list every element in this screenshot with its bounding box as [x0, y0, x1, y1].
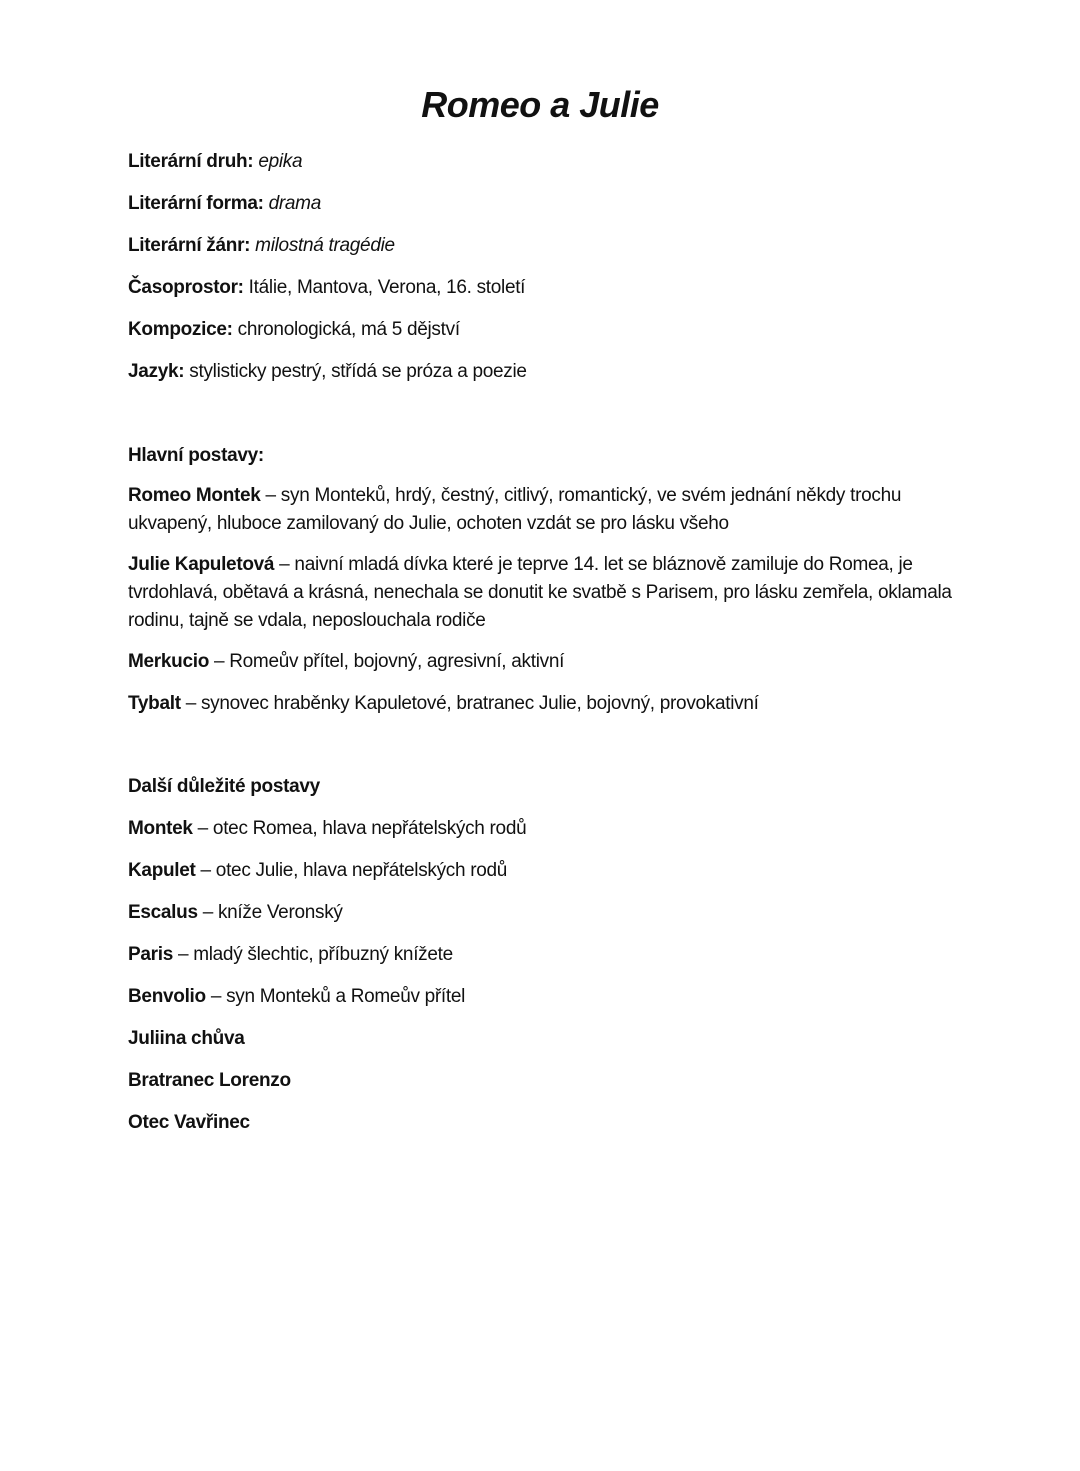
- character-tybalt: [128, 690, 958, 718]
- page-title: Romeo a Julie: [421, 84, 659, 125]
- character-name: Paris: [128, 944, 173, 965]
- character-description: – otec Julie, hlava nepřátelských rodů: [195, 860, 508, 881]
- info-label: Jazyk:: [128, 361, 185, 382]
- character-description: – syn Monteků a Romeův přítel: [205, 986, 466, 1007]
- info-label: Literární žánr:: [128, 235, 251, 256]
- info-label: Literární forma:: [128, 193, 264, 214]
- info-composition: [128, 316, 958, 344]
- character-lorenzo: Bratranec Lorenzo: [128, 1070, 291, 1091]
- info-literary-genre: [128, 232, 958, 260]
- character-nurse: Juliina chůva: [128, 1028, 245, 1049]
- character-name: Romeo Montek: [128, 485, 261, 506]
- document-body: [128, 148, 958, 1137]
- character-paris: [128, 941, 958, 969]
- other-characters-heading: Další důležité postavy: [128, 776, 320, 797]
- info-label: Časoprostor:: [128, 277, 244, 298]
- character-benvolio: [128, 983, 958, 1011]
- character-name: Kapulet: [128, 860, 196, 881]
- character-merkucio: [128, 648, 958, 676]
- character-name: Julie Kapuletová: [128, 554, 275, 575]
- character-name: Merkucio: [128, 651, 210, 672]
- character-julie: [128, 551, 958, 635]
- info-value: stylisticky pestrý, střídá se próza a poezie: [184, 361, 527, 382]
- info-literary-form: [128, 190, 958, 218]
- character-romeo: [128, 482, 958, 538]
- character-description: – kníže Veronský: [197, 902, 343, 923]
- character-description: – otec Romea, hlava nepřátelských rodů: [192, 818, 527, 839]
- character-escalus: [128, 899, 958, 927]
- info-label: Kompozice:: [128, 319, 233, 340]
- info-time-space: [128, 274, 958, 302]
- character-name: Escalus: [128, 902, 198, 923]
- info-value: milostná tragédie: [250, 235, 395, 256]
- character-description: – naivní mladá dívka které je teprve 14. let se bláznově zamiluje do Romea, je tvrdohlavá, obětavá a krásná, nenechala se donutit ke svatbě s Parisem, pro lásku zemřela, oklamala rodinu, tajně se vdala, neposlouchala rodiče: [128, 554, 952, 631]
- main-characters-heading: Hlavní postavy:: [128, 445, 264, 466]
- character-name: Benvolio: [128, 986, 206, 1007]
- info-value: drama: [263, 193, 321, 214]
- character-description: – Romeův přítel, bojovný, agresivní, aktivní: [209, 651, 565, 672]
- info-label: Literární druh:: [128, 151, 254, 172]
- character-name: Montek: [128, 818, 193, 839]
- character-description: – synovec hraběnky Kapuletové, bratranec Julie, bojovný, provokativní: [180, 693, 759, 714]
- character-kapulet: [128, 857, 958, 885]
- character-montek: [128, 815, 958, 843]
- info-value: Itálie, Mantova, Verona, 16. století: [243, 277, 526, 298]
- character-name: Tybalt: [128, 693, 181, 714]
- character-description: – syn Monteků, hrdý, čestný, citlivý, romantický, ve svém jednání někdy trochu ukvapený, hluboce zamilovaný do Julie, ochoten vzdát se pro lásku všeho: [128, 485, 902, 534]
- character-vavrinec: Otec Vavřinec: [128, 1112, 250, 1133]
- character-description: – mladý šlechtic, příbuzný knížete: [172, 944, 453, 965]
- info-language: [128, 358, 958, 386]
- info-value: epika: [253, 151, 303, 172]
- info-value: chronologická, má 5 dějství: [232, 319, 460, 340]
- info-literary-kind: [128, 148, 958, 176]
